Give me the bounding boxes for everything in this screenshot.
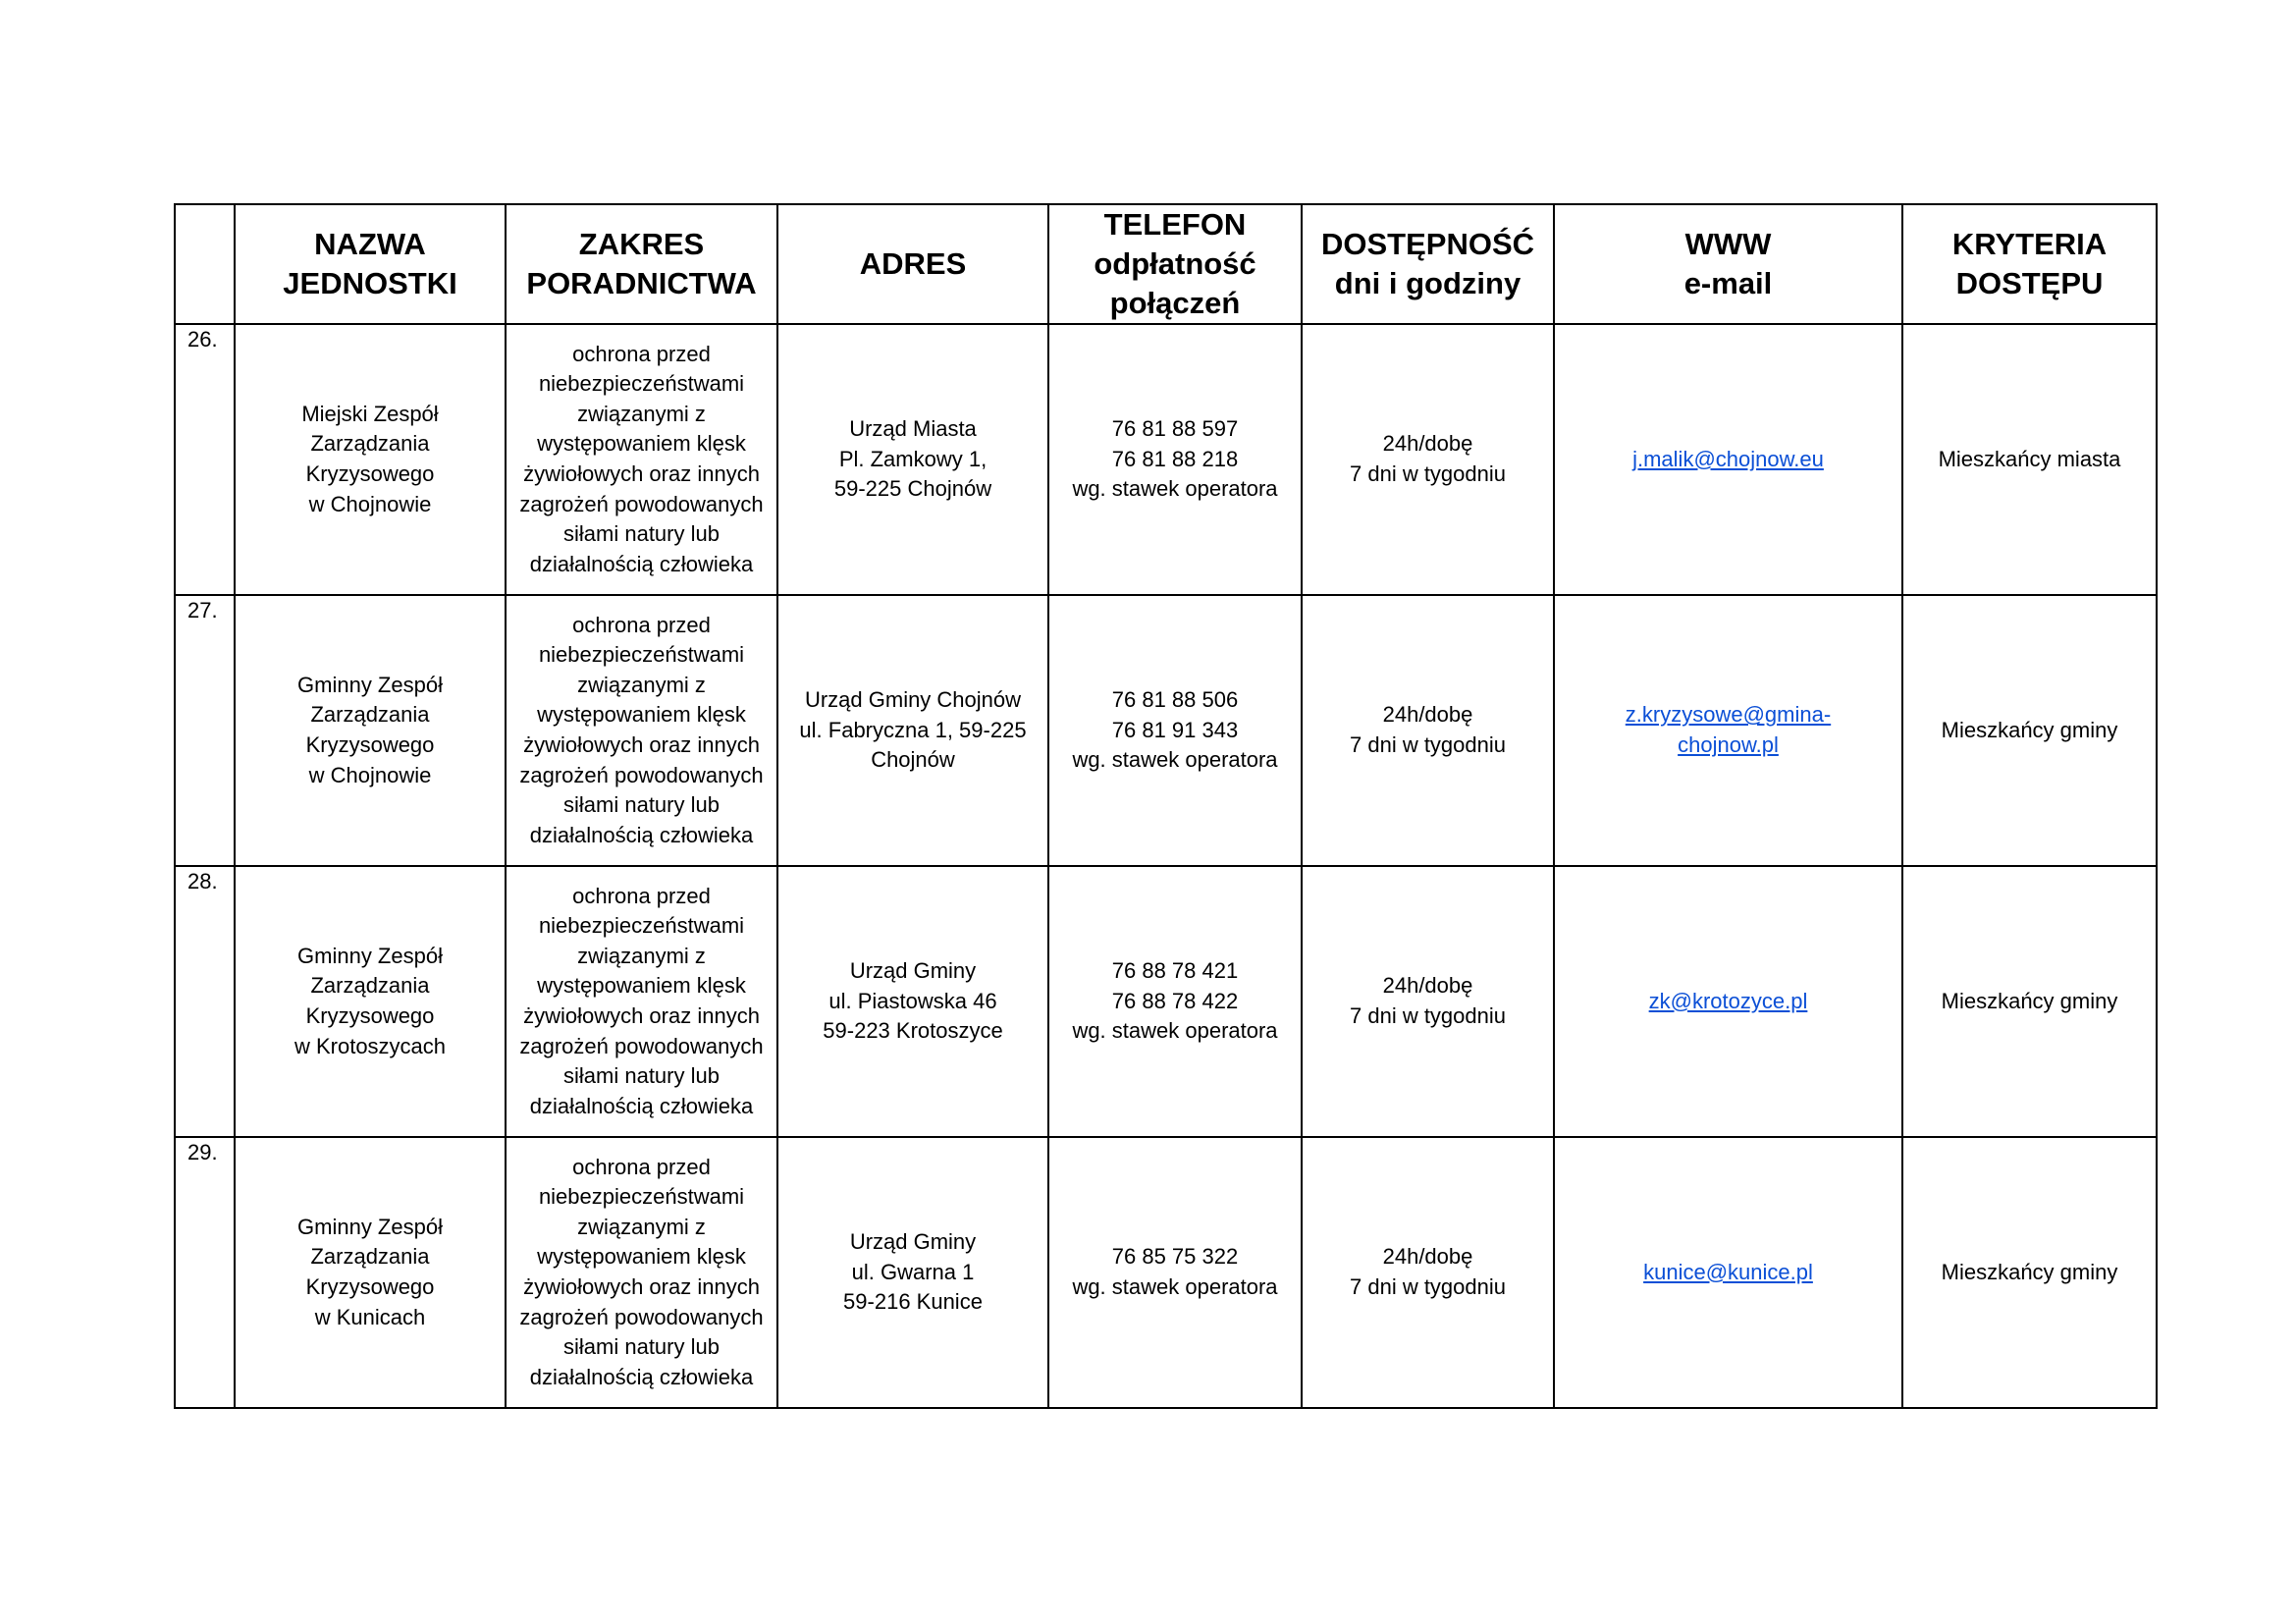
header-row xyxy=(175,204,2157,324)
table-row xyxy=(175,1137,2157,1408)
email-cell xyxy=(1554,324,1902,595)
email-cell xyxy=(1554,866,1902,1137)
availability: 24h/dobę 7 dni w tygodniu xyxy=(1302,866,1554,1137)
phone: 76 88 78 421 76 88 78 422 wg. stawek operatora xyxy=(1048,866,1302,1137)
access-criteria: Mieszkańcy miasta xyxy=(1902,324,2157,595)
header-address: ADRES xyxy=(777,204,1048,324)
email-cell xyxy=(1554,1137,1902,1408)
advice-scope: ochrona przed niebezpieczeństwami związanymi z występowaniem klęsk żywiołowych oraz innych zagrożeń powodowanych siłami natury lub działalnością człowieka xyxy=(506,324,777,595)
header-unit-name: NAZWA JEDNOSTKI xyxy=(235,204,506,324)
unit-name: Gminny Zespół Zarządzania Kryzysowego w Kunicach xyxy=(235,1137,506,1408)
row-number: 27. xyxy=(175,595,235,866)
row-number: 28. xyxy=(175,866,235,1137)
header-number xyxy=(175,204,235,324)
advice-scope: ochrona przed niebezpieczeństwami związanymi z występowaniem klęsk żywiołowych oraz innych zagrożeń powodowanych siłami natury lub działalnością człowieka xyxy=(506,1137,777,1408)
availability: 24h/dobę 7 dni w tygodniu xyxy=(1302,595,1554,866)
email-link[interactable]: j.malik@chojnow.eu xyxy=(1632,446,1824,471)
unit-name: Gminny Zespół Zarządzania Kryzysowego w Krotoszycach xyxy=(235,866,506,1137)
address: Urząd Gminy ul. Gwarna 1 59-216 Kunice xyxy=(777,1137,1048,1408)
table-row xyxy=(175,324,2157,595)
address: Urząd Miasta Pl. Zamkowy 1, 59-225 Chojnów xyxy=(777,324,1048,595)
phone: 76 85 75 322 wg. stawek operatora xyxy=(1048,1137,1302,1408)
advice-scope: ochrona przed niebezpieczeństwami związanymi z występowaniem klęsk żywiołowych oraz innych zagrożeń powodowanych siłami natury lub działalnością człowieka xyxy=(506,866,777,1137)
header-availability: DOSTĘPNOŚĆ dni i godziny xyxy=(1302,204,1554,324)
email-link[interactable]: zk@krotozyce.pl xyxy=(1648,988,1808,1013)
unit-name: Miejski Zespół Zarządzania Kryzysowego w Chojnowie xyxy=(235,324,506,595)
email-link[interactable]: z.kryzysowe@gmina- chojnow.pl xyxy=(1625,702,1832,757)
availability: 24h/dobę 7 dni w tygodniu xyxy=(1302,324,1554,595)
table-row xyxy=(175,595,2157,866)
email-link[interactable]: kunice@kunice.pl xyxy=(1643,1259,1813,1284)
unit-name: Gminny Zespół Zarządzania Kryzysowego w Chojnowie xyxy=(235,595,506,866)
row-number: 29. xyxy=(175,1137,235,1408)
phone: 76 81 88 597 76 81 88 218 wg. stawek operatora xyxy=(1048,324,1302,595)
row-number: 26. xyxy=(175,324,235,595)
header-advice-scope: ZAKRES PORADNICTWA xyxy=(506,204,777,324)
access-criteria: Mieszkańcy gminy xyxy=(1902,1137,2157,1408)
contact-table xyxy=(174,203,2158,1409)
table-row xyxy=(175,866,2157,1137)
availability: 24h/dobę 7 dni w tygodniu xyxy=(1302,1137,1554,1408)
address: Urząd Gminy Chojnów ul. Fabryczna 1, 59-225 Chojnów xyxy=(777,595,1048,866)
phone: 76 81 88 506 76 81 91 343 wg. stawek operatora xyxy=(1048,595,1302,866)
access-criteria: Mieszkańcy gminy xyxy=(1902,595,2157,866)
access-criteria: Mieszkańcy gminy xyxy=(1902,866,2157,1137)
header-phone: TELEFON odpłatność połączeń xyxy=(1048,204,1302,324)
address: Urząd Gminy ul. Piastowska 46 59-223 Krotoszyce xyxy=(777,866,1048,1137)
advice-scope: ochrona przed niebezpieczeństwami związanymi z występowaniem klęsk żywiołowych oraz innych zagrożeń powodowanych siłami natury lub działalnością człowieka xyxy=(506,595,777,866)
email-cell xyxy=(1554,595,1902,866)
header-www-email: WWW e-mail xyxy=(1554,204,1902,324)
header-access-criteria: KRYTERIA DOSTĘPU xyxy=(1902,204,2157,324)
